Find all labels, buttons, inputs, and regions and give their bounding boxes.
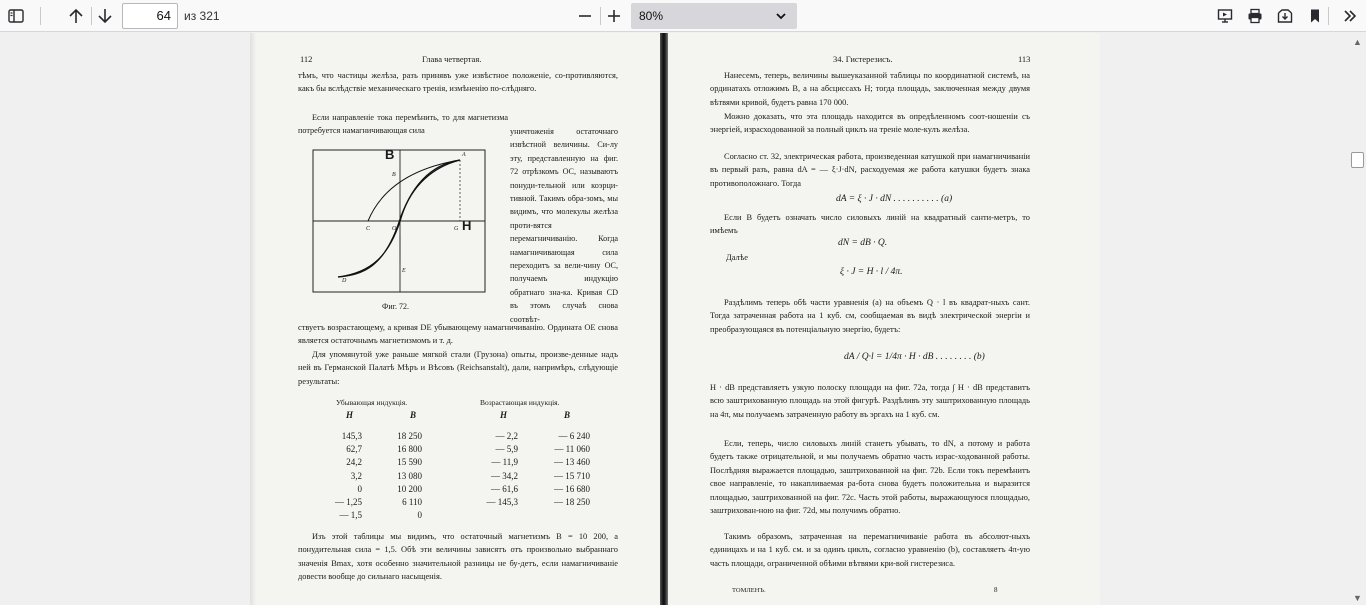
paragraph: Можно доказать, что эта площадь находится въ опредѣленномъ соот-ношеніи съ энергіей, израсходованной за полный циклъ на треніе моле-кулъ желѣза.	[710, 112, 1030, 135]
minus-icon	[577, 8, 593, 24]
paragraph: Такимъ образомъ, затраченная на перемагничиваніе работа въ абсолют-ныхъ единицахъ и на 1 куб. см. и за одинъ циклъ, согласно уравненію (b), составляетъ 4π-ую часть площади, ограниченной обѣими вѣтвями кри-вой гистерезиса.	[710, 532, 1030, 568]
paragraph: Если, теперь, число силовыхъ линій станетъ убывать, то dN, а потому и работа будетъ также отрицательной, и мы получаемъ обратно часть израс-ходованной работы. Послѣдняя выражается площадью, заштрихованной на фиг. 72b. Если токъ перемѣнитъ свое направленіе, то накапливаемая ра-бота снова будетъ положительна и выразится площадью, заштрихованной на фиг. 72c. Часть этой работы, выражающуюся площадью, заштрихован-ною на фиг. 72d, мы получимъ обратно.	[710, 439, 1030, 516]
chevron-down-icon	[775, 10, 787, 22]
paragraph: тѣмъ, что частицы желѣза, разъ принявъ уже извѣстное положеніе, со-противляются, какъ бы вслѣдствіе механическаго тренія, измѣненію по-слѣдняго.	[298, 71, 618, 94]
document-viewer[interactable]	[0, 33, 1366, 605]
table-group-header: Возрастающая индукція.	[480, 398, 560, 407]
double-chevron-right-icon	[1342, 8, 1358, 24]
table-cell: 0	[417, 510, 422, 521]
table-cell: — 15 710	[554, 470, 590, 481]
paragraph: Нанесемъ, теперь, величины вышеуказанной таблицы по координатной системѣ, на ординатахъ отложимъ B, а на абсциссахъ H; тогда площадь, заключенная между двумя вѣтвями кривой, будетъ равна 170 000.	[710, 71, 1030, 107]
page-number-right: 113	[1018, 54, 1031, 64]
table-group-header: Убывающая индукція.	[336, 398, 408, 407]
table-header: H	[346, 410, 354, 420]
equation-dn: dN = dB · Q.	[838, 238, 888, 248]
scroll-up-arrow-icon[interactable]: ▲	[1353, 37, 1362, 47]
presentation-mode-button[interactable]	[1212, 3, 1238, 29]
point-label: B	[392, 172, 396, 178]
point-label: G	[454, 226, 459, 232]
paragraph: Если B будетъ означать число силовыхъ линій на квадратный санти-метръ, то имѣемъ	[710, 213, 1030, 236]
page-edge	[250, 33, 256, 605]
table-cell: — 61,6	[491, 483, 518, 494]
plus-icon	[606, 8, 622, 24]
table-cell: — 6 240	[558, 431, 590, 441]
paragraph: Для упомянутой уже раньше мягкой стали (Грузона) опыты, произве-денные надъ ней въ Германской Палатѣ Мѣръ и Вѣсовъ (Reichsanstalt), дали, напримѣръ, слѣдующіе результаты:	[298, 350, 618, 386]
paragraph: ствуетъ возрастающему, а кривая DE убывающему намагничиванію. Ордината OE снова является остаточнымъ магнетизмомъ и т. д.	[298, 323, 618, 346]
axis-label-h: H	[462, 218, 472, 233]
table-cell: 6 110	[402, 497, 422, 508]
table-header: B	[410, 410, 417, 420]
zoom-value: 80%	[639, 9, 664, 23]
signature-mark: ТОМЛЕНЪ.	[732, 587, 766, 594]
point-label: E	[402, 268, 406, 274]
page-113	[668, 33, 1100, 605]
table-cell: — 5,9	[495, 444, 518, 455]
toolbar-separator	[1328, 7, 1329, 25]
arrow-up-icon	[68, 8, 84, 24]
figure-72	[308, 145, 488, 297]
scroll-down-arrow-icon[interactable]: ▼	[1353, 593, 1362, 603]
print-button[interactable]	[1242, 3, 1268, 29]
page-112	[250, 33, 660, 605]
paragraph: Раздѣлимъ теперь обѣ части уравненія (a) на объемъ Q · l въ квадрат-ныхъ сант. Тогда затраченная работа на 1 куб. см, сообщаемая въ видѣ электрической энергіи и преобразующаяся въ потенціальную энергію, будетъ:	[710, 298, 1030, 334]
download-icon	[1277, 8, 1293, 24]
zoom-in-button[interactable]	[601, 3, 627, 29]
table-cell: 3,2	[350, 470, 362, 481]
point-label: O	[392, 226, 397, 232]
table-cell: — 18 250	[554, 497, 590, 508]
table-cell: — 145,3	[486, 497, 518, 508]
paragraph: Если направленіе тока перемѣнить, то для магнетизма потребуется намагничивающая сила	[298, 113, 508, 136]
bookmark-button[interactable]	[1302, 3, 1328, 29]
table-cell: 15 590	[397, 457, 422, 468]
table-cell: 145,3	[341, 431, 362, 441]
figure-caption: Фиг. 72.	[382, 302, 409, 311]
equation-a: dA = ξ · J · dN . . . . . . . . . . (a)	[836, 194, 953, 204]
table-cell: 18 250	[397, 431, 422, 441]
toolbar-separator	[40, 7, 41, 25]
sidebar-toggle-button[interactable]	[3, 3, 29, 29]
vertical-scrollbar[interactable]	[1349, 33, 1366, 605]
table-cell: — 11,9	[491, 457, 518, 468]
page-count-label: из 321	[184, 9, 220, 23]
paragraph: H · dB представляетъ узкую полоску площади на фиг. 72a, тогда ∫ H · dB представитъ всю заштрихованную площадь на этой фигурѣ. Раздѣливъ эту заштрихованную площадь на 4π, мы получаемъ затраченную работу въ эргахъ на 1 куб. см.	[710, 383, 1030, 419]
paragraph: Далѣе	[726, 253, 748, 262]
table-cell: — 34,2	[491, 470, 518, 481]
arrow-down-icon	[97, 8, 113, 24]
table-cell: 24,2	[346, 457, 362, 468]
table-cell: 16 800	[397, 444, 422, 455]
table-column-decreasing-b	[370, 430, 422, 522]
table-cell: — 11 060	[554, 444, 590, 455]
point-label: D	[342, 278, 347, 284]
table-cell: — 1,5	[339, 510, 362, 521]
table-column-decreasing-h	[310, 430, 362, 522]
table-column-increasing-b	[538, 430, 590, 509]
paragraph: Согласно ст. 32, электрическая работа, произведенная катушкой при намагничиваніи въ первый разъ, равна dA = — ξ·J·dN, расходуемая же работа катушки будетъ знака противоположнаго. Тогда	[710, 152, 1030, 188]
table-cell: — 13 460	[554, 457, 590, 468]
pdf-toolbar	[0, 0, 1366, 32]
table-cell: — 1,25	[335, 497, 362, 508]
table-cell: — 2,2	[495, 431, 518, 441]
zoom-out-button[interactable]	[572, 3, 598, 29]
table-header: H	[500, 410, 508, 420]
bookmark-icon	[1307, 8, 1323, 24]
page-number-left: 112	[300, 54, 313, 64]
point-label: A	[462, 152, 466, 158]
table-cell: 13 080	[397, 470, 422, 481]
table-cell: 10 200	[397, 483, 422, 494]
paragraph: Изъ этой таблицы мы видимъ, что остаточный магнетизмъ B = 10 200, а понудительная сила = 1,5. Обѣ эти величины зависятъ отъ произвольно выбраннаго значенія Bmax, хотя особенно значительной разницы не бу-детъ, если намагничиваніе довести вообще до сильнаго насыщенія.	[298, 532, 618, 582]
equation-xi: ξ · J = H · l / 4π.	[840, 267, 903, 277]
page-spread	[250, 33, 1100, 605]
tools-menu-button[interactable]	[1337, 3, 1363, 29]
axis-label-b: B	[385, 147, 395, 162]
sidebar-icon	[8, 9, 24, 23]
previous-page-button[interactable]	[63, 3, 89, 29]
next-page-button[interactable]	[92, 3, 118, 29]
book-gutter	[660, 33, 668, 605]
save-button[interactable]	[1272, 3, 1298, 29]
table-header: B	[564, 410, 571, 420]
table-cell: 62,7	[346, 444, 362, 455]
point-label: C	[366, 226, 371, 232]
page-number-input[interactable]: 64	[122, 3, 178, 29]
running-head-left: Глава четвертая.	[422, 54, 482, 64]
zoom-select[interactable]	[631, 3, 797, 29]
scroll-thumb[interactable]	[1351, 152, 1364, 168]
signature-number: 8	[994, 586, 998, 594]
equation-b: dA / Q·l = 1/4π · H · dB . . . . . . . . (b)	[844, 352, 985, 362]
hysteresis-loop-graph	[308, 145, 488, 297]
running-head-right: 34. Гистерезисъ.	[833, 54, 893, 64]
table-cell: — 16 680	[554, 483, 590, 494]
printer-icon	[1247, 8, 1263, 24]
paragraph-wrap: уничтоженія остаточнаго извѣстной величины. Си-лу эту, представленную на фиг. 72 отрѣзкомъ OC, называютъ понуди-тельной или коэрци-тивной. Такимъ обра-зомъ, мы видимъ, что молекулы желѣза проти-вятся перемагничиванію. Когда намагничивающая сила переходитъ за вели-чину OC, получаемъ индукцію обратнаго зна-ка. Кривая CD въ этомъ случаѣ снова соотвѣт-	[510, 127, 618, 324]
table-column-increasing-h	[472, 430, 518, 509]
presentation-icon	[1217, 8, 1233, 24]
table-cell: 0	[357, 483, 362, 494]
